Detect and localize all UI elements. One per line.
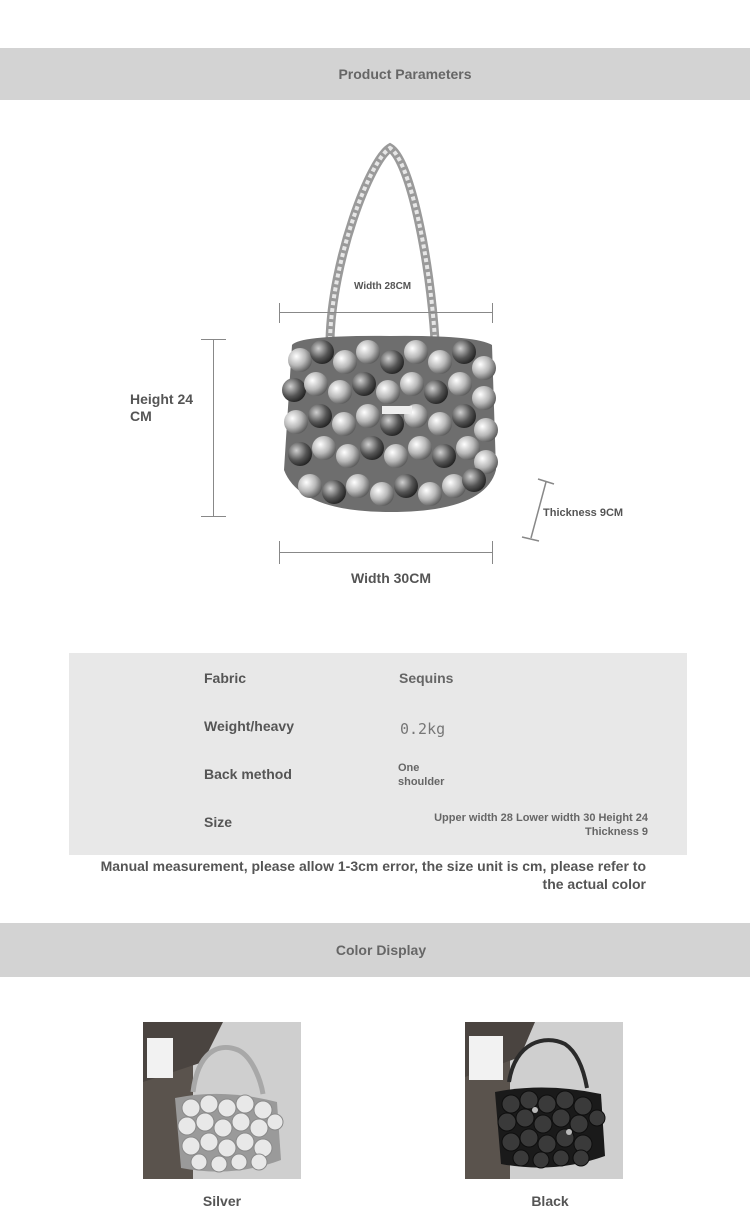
height-tick-top	[201, 339, 226, 340]
top-width-tick-right	[492, 303, 493, 323]
bottom-width-label: Width 30CM	[351, 570, 431, 586]
spec-value: One shoulder	[398, 762, 445, 788]
spec-table	[69, 653, 687, 855]
section-title: Product Parameters	[338, 66, 472, 82]
section-header-product-parameters	[0, 48, 750, 100]
height-line	[213, 339, 214, 516]
spec-label: Back method	[204, 766, 292, 782]
bottom-width-line	[280, 552, 493, 553]
measurement-note: Manual measurement, please allow 1-3cm error, the size unit is cm, please refer to the actual color	[100, 858, 646, 892]
color-label-black: Black	[531, 1193, 569, 1209]
section-title: Color Display	[335, 942, 427, 958]
bag-product-image	[270, 140, 510, 530]
spec-label: Fabric	[204, 670, 247, 686]
top-width-line	[280, 312, 493, 313]
color-label-silver: Silver	[202, 1193, 242, 1209]
spec-label: Weight/heavy	[204, 718, 294, 734]
section-header-color-display	[0, 923, 750, 977]
bottom-width-tick-left	[279, 541, 280, 564]
thickness-label: Thickness 9CM	[543, 507, 624, 519]
spec-label: Size	[204, 814, 233, 830]
black-bag-image	[465, 1022, 623, 1179]
silver-bag-image	[143, 1022, 301, 1179]
spec-value: Upper width 28 Lower width 30 Height 24 Thickness 9	[434, 812, 648, 838]
top-width-label: Width 28CM	[354, 281, 412, 292]
top-width-tick-left	[279, 303, 280, 323]
bag-label-tag	[382, 406, 412, 414]
bottom-width-tick-right	[492, 541, 493, 564]
spec-value: 0.2kg	[400, 720, 446, 738]
height-tick-bottom	[201, 516, 226, 517]
height-label: Height 24 CM	[130, 391, 194, 424]
spec-value: Sequins	[399, 670, 454, 686]
